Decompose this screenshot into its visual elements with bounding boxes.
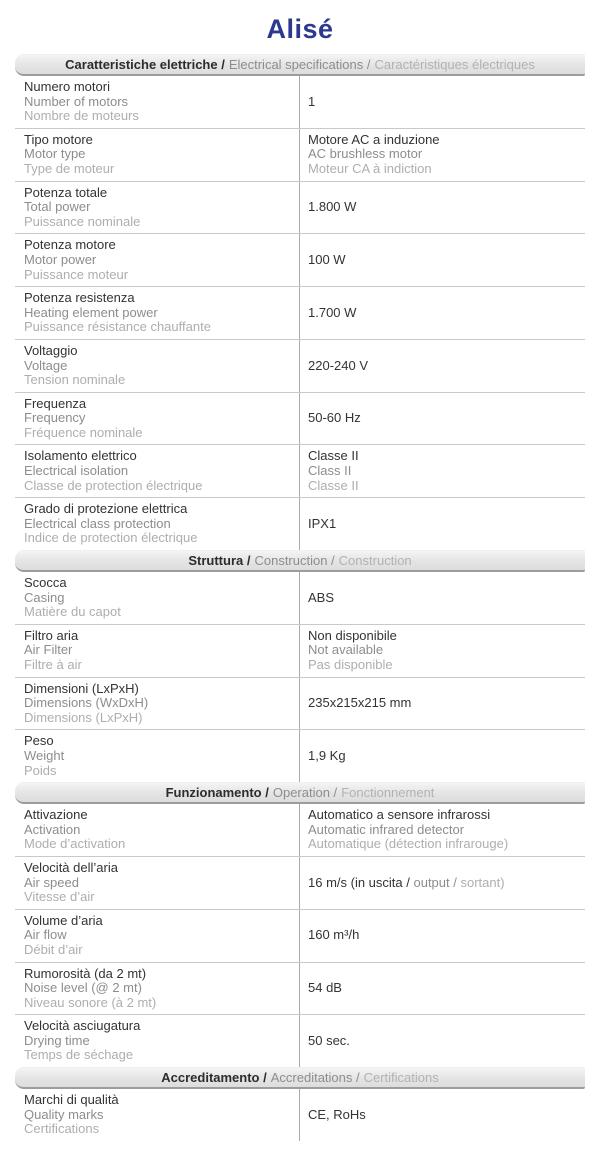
label-en: Air speed [24, 874, 79, 890]
spec-row [15, 677, 585, 730]
value-line [308, 1108, 585, 1123]
label-en: Noise level (@ 2 mt) [24, 980, 142, 996]
value-line [308, 133, 585, 148]
section-title-en: Electrical specifications / [228, 57, 371, 72]
label-it: Isolamento elettrico [24, 448, 137, 464]
label-en: Voltage [24, 357, 68, 373]
label-it: Marchi di qualità [24, 1092, 119, 1108]
value-segment: 235x215x215 mm [308, 695, 412, 711]
value-line [308, 696, 585, 711]
spec-row [15, 128, 585, 181]
label-en: Motor power [24, 251, 97, 267]
label-it: Grado di protezione elettrica [24, 501, 188, 517]
section-title-it: Funzionamento / [165, 785, 269, 801]
row-label [15, 498, 300, 550]
label-it: Frequenza [24, 395, 87, 411]
section-header [15, 54, 585, 76]
spec-row [15, 1014, 585, 1067]
label-en: Electrical class protection [24, 515, 171, 531]
label-it: Velocità asciugatura [24, 1018, 141, 1034]
label-fr: Vitesse d’air [24, 889, 95, 905]
value-segment: sortant) [460, 874, 505, 890]
row-label [15, 963, 300, 1015]
label-en: Frequency [24, 410, 86, 426]
value-segment: Automatico a sensore infrarossi [308, 807, 491, 823]
spec-section [15, 54, 585, 550]
label-en: Casing [24, 589, 65, 605]
section-header [15, 550, 585, 572]
section-title-en: Operation / [272, 785, 338, 801]
row-value [300, 730, 585, 782]
label-it: Peso [24, 733, 54, 749]
label-en: Motor type [24, 146, 86, 162]
row-value [300, 393, 585, 445]
label-fr: Filtre à air [24, 657, 82, 672]
label-it: Numero motori [24, 79, 110, 94]
value-segment: 1 [308, 93, 316, 109]
label-fr: Niveau sonore (à 2 mt) [24, 994, 157, 1010]
value-segment: 1.700 W [308, 304, 357, 320]
label-en: Number of motors [24, 93, 129, 109]
spec-row [15, 624, 585, 677]
label-en: Total power [24, 199, 91, 215]
label-fr: Puissance résistance chauffante [24, 319, 211, 335]
section-rows [15, 76, 585, 550]
section-header [15, 782, 585, 804]
spec-row [15, 856, 585, 909]
label-en: Drying time [24, 1032, 90, 1048]
section-title-fr: Certifications [363, 1070, 439, 1086]
value-line [308, 876, 585, 891]
label-it: Volume d’aria [24, 912, 103, 928]
value-line [308, 359, 585, 374]
row-value [300, 963, 585, 1015]
value-line [308, 749, 585, 764]
spec-section [15, 550, 585, 782]
spec-row [15, 233, 585, 286]
section-title-fr: Fonctionnement [341, 785, 435, 801]
value-line [308, 253, 585, 268]
row-value [300, 857, 585, 909]
spec-row [15, 444, 585, 497]
value-line [308, 981, 585, 996]
row-label [15, 857, 300, 909]
label-it: Dimensioni (LxPxH) [24, 680, 139, 696]
value-segment: 1.800 W [308, 199, 357, 215]
row-label [15, 910, 300, 962]
value-segment: / [449, 874, 461, 890]
value-segment: Motore AC a induzione [308, 131, 440, 147]
value-segment: 220-240 V [308, 357, 368, 373]
row-value [300, 182, 585, 234]
row-label [15, 182, 300, 234]
value-segment: Pas disponible [308, 657, 393, 672]
value-segment: Automatic infrared detector [308, 821, 465, 837]
value-line [308, 517, 585, 532]
row-value [300, 76, 585, 128]
spec-row [15, 729, 585, 782]
label-it: Scocca [24, 575, 67, 591]
value-line [308, 200, 585, 215]
value-segment: 100 W [308, 251, 346, 267]
value-segment: 54 dB [308, 980, 342, 996]
label-it: Attivazione [24, 807, 88, 823]
spec-row [15, 286, 585, 339]
section-title-it: Caratteristiche elettriche / [65, 57, 225, 72]
row-label [15, 625, 300, 677]
label-it: Potenza totale [24, 184, 108, 200]
row-value [300, 804, 585, 856]
value-line [308, 643, 585, 658]
value-segment: Automatique (détection infrarouge) [308, 836, 509, 852]
value-line [308, 837, 585, 852]
value-segment: AC brushless motor [308, 146, 423, 162]
value-line [308, 306, 585, 321]
value-segment: Classe II [308, 477, 359, 493]
label-fr: Matière du capot [24, 604, 121, 620]
row-value [300, 287, 585, 339]
value-line [308, 1034, 585, 1049]
spec-table [15, 54, 585, 1141]
label-en: Air flow [24, 927, 67, 943]
section-rows [15, 572, 585, 782]
row-value [300, 498, 585, 550]
label-it: Filtro aria [24, 627, 79, 643]
section-rows [15, 804, 585, 1067]
value-segment: Class II [308, 463, 352, 479]
label-en: Quality marks [24, 1106, 104, 1122]
section-title-it: Struttura / [188, 553, 251, 569]
spec-section [15, 782, 585, 1067]
row-value [300, 910, 585, 962]
label-en: Electrical isolation [24, 463, 129, 479]
value-line [308, 147, 585, 162]
row-value [300, 678, 585, 730]
label-fr: Type de moteur [24, 160, 115, 176]
row-value [300, 625, 585, 677]
value-segment: 160 m³/h [308, 927, 360, 943]
value-line [308, 808, 585, 823]
value-line [308, 823, 585, 838]
row-value [300, 1015, 585, 1067]
label-it: Potenza motore [24, 237, 116, 253]
value-line [308, 928, 585, 943]
label-fr: Temps de séchage [24, 1047, 134, 1063]
label-fr: Tension nominale [24, 372, 126, 388]
row-label [15, 287, 300, 339]
section-title-fr: Caractéristiques électriques [374, 57, 535, 72]
value-line [308, 162, 585, 177]
row-label [15, 804, 300, 856]
spec-section [15, 1067, 585, 1141]
value-segment: output [413, 874, 450, 890]
value-line [308, 449, 585, 464]
label-en: Heating element power [24, 304, 158, 320]
value-segment: CE, RoHs [308, 1106, 366, 1122]
spec-row [15, 497, 585, 550]
section-title-fr: Construction [338, 553, 412, 569]
label-fr: Débit d’air [24, 941, 83, 957]
value-segment: ABS [308, 589, 335, 605]
label-fr: Puissance moteur [24, 266, 129, 282]
label-fr: Puissance nominale [24, 213, 141, 229]
row-label [15, 393, 300, 445]
spec-row [15, 572, 585, 624]
page-title: Alisé [266, 14, 334, 44]
value-line [308, 591, 585, 606]
value-segment: 50-60 Hz [308, 410, 361, 426]
label-en: Weight [24, 747, 65, 763]
spec-row [15, 804, 585, 856]
row-label [15, 572, 300, 624]
value-segment: Not available [308, 642, 384, 658]
value-segment: Non disponibile [308, 627, 397, 643]
row-value [300, 129, 585, 181]
row-label [15, 1089, 300, 1141]
row-label [15, 129, 300, 181]
label-it: Potenza resistenza [24, 290, 135, 306]
spec-row [15, 181, 585, 234]
label-fr: Classe de protection électrique [24, 477, 203, 493]
row-value [300, 445, 585, 497]
value-line [308, 411, 585, 426]
label-fr: Certifications [24, 1121, 100, 1137]
spec-row [15, 1089, 585, 1141]
label-fr: Indice de protection électrique [24, 530, 198, 546]
label-fr: Nombre de moteurs [24, 108, 139, 124]
label-fr: Fréquence nominale [24, 424, 143, 440]
label-it: Velocità dell’aria [24, 859, 118, 875]
spec-row [15, 392, 585, 445]
value-line [308, 629, 585, 644]
section-title-it: Accreditamento / [161, 1070, 267, 1086]
value-line [308, 658, 585, 673]
spec-row [15, 962, 585, 1015]
value-line [308, 479, 585, 494]
label-it: Rumorosità (da 2 mt) [24, 965, 147, 981]
value-line [308, 95, 585, 110]
value-segment: IPX1 [308, 515, 337, 531]
section-rows [15, 1089, 585, 1141]
row-value [300, 1089, 585, 1141]
row-label [15, 234, 300, 286]
label-it: Voltaggio [24, 342, 78, 358]
value-segment: 50 sec. [308, 1032, 350, 1048]
row-label [15, 730, 300, 782]
value-segment: 1,9 Kg [308, 747, 346, 763]
label-en: Air Filter [24, 642, 73, 658]
label-fr: Dimensions (LxPxH) [24, 709, 143, 725]
label-it: Tipo motore [24, 131, 93, 147]
value-segment: Moteur CA à indiction [308, 160, 432, 176]
section-title-en: Construction / [254, 553, 335, 569]
row-label [15, 1015, 300, 1067]
label-fr: Mode d’activation [24, 836, 126, 852]
spec-row [15, 909, 585, 962]
label-en: Dimensions (WxDxH) [24, 695, 149, 711]
spec-row [15, 76, 585, 128]
label-fr: Poids [24, 762, 57, 778]
row-value [300, 340, 585, 392]
row-label [15, 678, 300, 730]
value-segment: 16 m/s (in uscita / [308, 874, 414, 890]
row-value [300, 234, 585, 286]
label-en: Activation [24, 821, 81, 837]
spec-row [15, 339, 585, 392]
row-label [15, 76, 300, 128]
section-title-en: Accreditations / [270, 1070, 360, 1086]
row-label [15, 445, 300, 497]
row-value [300, 572, 585, 624]
row-label [15, 340, 300, 392]
section-header [15, 1067, 585, 1089]
value-line [308, 464, 585, 479]
value-segment: Classe II [308, 448, 359, 464]
